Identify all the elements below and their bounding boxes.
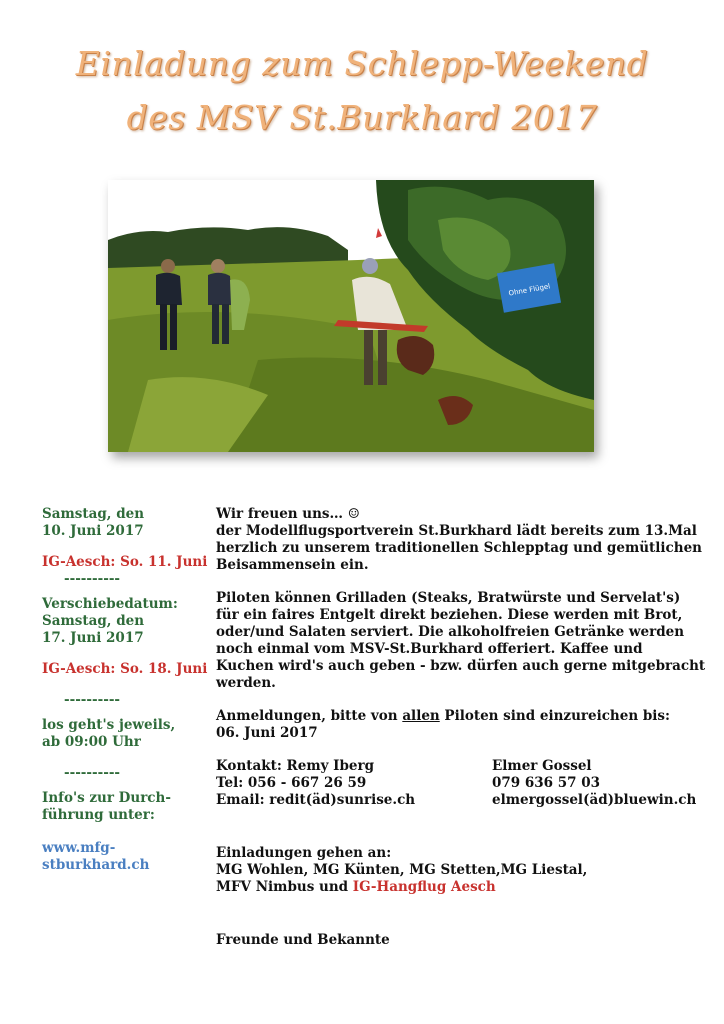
title-line-1: Einladung zum Schlepp-Weekend bbox=[75, 44, 649, 83]
ig-aesch-date-1: IG-Aesch: So. 11. Juni bbox=[42, 554, 208, 570]
banner-sign-text: Ohne Flügel bbox=[507, 282, 551, 298]
contact-row bbox=[216, 775, 706, 792]
food-line: werden. bbox=[216, 675, 276, 691]
main-text bbox=[216, 506, 706, 949]
food-line: Kuchen wird's auch geben - bzw. dürfen auch gerne mitgebracht bbox=[216, 658, 706, 674]
info-label-2: führung unter: bbox=[42, 807, 155, 823]
event-date: 10. Juni 2017 bbox=[42, 523, 144, 539]
contact-1-email: Email: redit(äd)sunrise.ch bbox=[216, 792, 416, 808]
food-line: noch einmal vom MSV-St.Burkhard offeriert. Kaffee und bbox=[216, 641, 643, 657]
postpone-label: Verschiebedatum: bbox=[42, 596, 178, 612]
registration-post: Piloten sind einzureichen bis: bbox=[439, 708, 671, 724]
contact-2-tel: 079 636 57 03 bbox=[492, 775, 601, 791]
registration-deadline: 06. Juni 2017 bbox=[216, 725, 318, 741]
separator: ---------- bbox=[64, 571, 121, 587]
food-line: Piloten können Grilladen (Steaks, Bratwürste und Servelat's) bbox=[216, 590, 681, 606]
food-line: für ein faires Entgelt direkt beziehen. Diese werden mit Brot, bbox=[216, 607, 683, 623]
contact-2-email: elmergossel(äd)bluewin.ch bbox=[492, 792, 697, 808]
registration-underlined: allen bbox=[402, 708, 440, 724]
start-time-label: los geht's jeweils, bbox=[42, 717, 176, 733]
start-time: ab 09:00 Uhr bbox=[42, 734, 141, 750]
separator: ---------- bbox=[64, 765, 121, 781]
friends-line: Freunde und Bekannte bbox=[216, 932, 390, 948]
contact-1-tel: Tel: 056 - 667 26 59 bbox=[216, 775, 367, 791]
food-line: oder/und Salaten serviert. Die alkoholfreien Getränke werden bbox=[216, 624, 685, 640]
date-label: Samstag, den bbox=[42, 506, 145, 522]
ig-hangflug-aesch: IG-Hangflug Aesch bbox=[352, 879, 496, 895]
event-photo bbox=[108, 180, 594, 452]
intro-line: Wir freuen uns… ☺ bbox=[216, 506, 360, 522]
intro-line: herzlich zu unserem traditionellen Schlepptag und gemütlichen bbox=[216, 540, 702, 556]
intro-line: Beisammensein ein. bbox=[216, 557, 369, 573]
registration-line bbox=[216, 708, 706, 725]
contact-row bbox=[216, 792, 706, 809]
invitation-list: MG Wohlen, MG Künten, MG Stetten,MG Liestal, bbox=[216, 862, 588, 878]
website-link-2[interactable]: stburkhard.ch bbox=[42, 857, 150, 873]
separator: ---------- bbox=[64, 692, 121, 708]
info-label: Info's zur Durch- bbox=[42, 790, 171, 806]
invitation-pre: MFV Nimbus und bbox=[216, 879, 353, 895]
sidebar bbox=[42, 506, 212, 874]
postpone-date: 17. Juni 2017 bbox=[42, 630, 144, 646]
contact-2-name: Elmer Gossel bbox=[492, 758, 592, 774]
contact-row bbox=[216, 758, 706, 775]
ig-aesch-date-2: IG-Aesch: So. 18. Juni bbox=[42, 661, 208, 677]
invitation-list-2 bbox=[216, 879, 706, 896]
title-line-2: des MSV St.Burkhard 2017 bbox=[126, 98, 598, 137]
website-link[interactable]: www.mfg- bbox=[42, 840, 116, 856]
contact-1-name: Kontakt: Remy Iberg bbox=[216, 758, 375, 774]
registration-pre: Anmeldungen, bitte von bbox=[216, 708, 403, 724]
intro-line: der Modellflugsportverein St.Burkhard lädt bereits zum 13.Mal bbox=[216, 523, 697, 539]
postpone-day: Samstag, den bbox=[42, 613, 145, 629]
invitation-heading: Einladungen gehen an: bbox=[216, 845, 392, 861]
